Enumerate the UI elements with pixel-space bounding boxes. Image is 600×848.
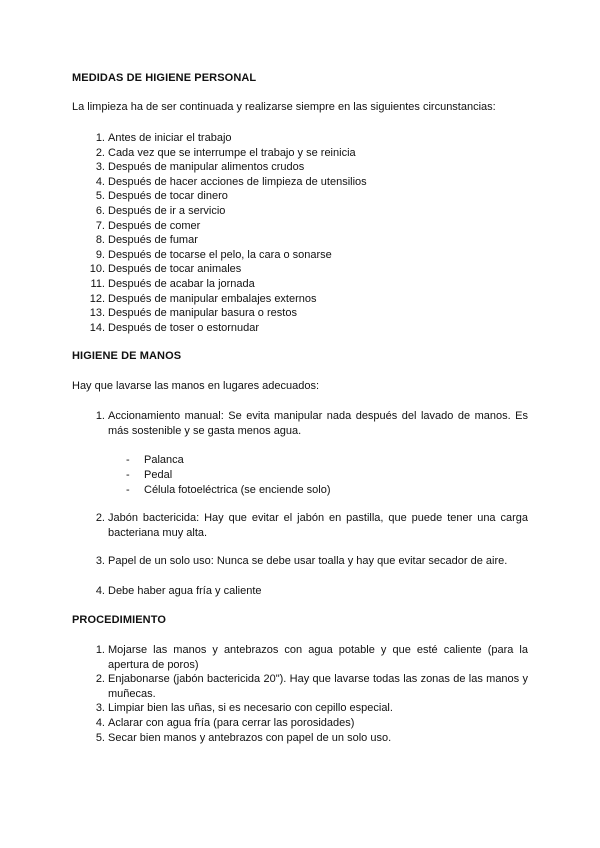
section-title-procedimiento: PROCEDIMIENTO — [72, 614, 166, 626]
list-item: 6. Después de ir a servicio — [95, 204, 226, 217]
list-item: 14. Después de toser o estornudar — [89, 321, 260, 334]
list-item: 7. Después de comer — [95, 219, 201, 232]
list-item: 13. Después de manipular basura o restos — [89, 307, 297, 320]
section-title-higiene-manos: HIGIENE DE MANOS — [72, 350, 182, 362]
section-title-medidas: MEDIDAS DE HIGIENE PERSONAL — [72, 72, 257, 84]
list-item: 3. Papel de un solo uso: Nunca se debe usar toalla y hay que evitar secador de aire. — [95, 555, 508, 567]
hand-hygiene-list — [95, 409, 528, 599]
list-item: 3. Después de manipular alimentos crudos — [95, 161, 305, 174]
list-item: 9. Después de tocarse el pelo, la cara o sonarse — [95, 248, 332, 261]
list-item: 5. Secar bien manos y antebrazos con papel de un solo uso. — [95, 731, 392, 744]
sub-list-item: - Pedal — [126, 469, 173, 481]
list-item: 4. Aclarar con agua fría (para cerrar las porosidades) — [95, 716, 355, 729]
section-intro-higiene-manos: Hay que lavarse las manos en lugares adecuados: — [72, 380, 320, 392]
list-item: 8. Después de fumar — [95, 234, 198, 247]
list-item: 1. Mojarse las manos y antebrazos con agua potable y que esté caliente (para la apertura de poros) — [95, 644, 528, 671]
list-item: 1. Antes de iniciar el trabajo — [95, 132, 232, 144]
list-item: 12. Después de manipular embalajes externos — [89, 292, 317, 305]
section-intro-medidas: La limpieza ha de ser continuada y realizarse siempre en las siguientes circunstancias: — [72, 101, 496, 113]
list-item: 3. Limpiar bien las uñas, si es necesario con cepillo especial. — [95, 702, 393, 715]
circumstances-list — [89, 131, 548, 335]
list-item: 11. Después de acabar la jornada — [90, 277, 255, 290]
list-item: 10. Después de tocar animales — [89, 263, 242, 276]
list-item: 4. Debe haber agua fría y caliente — [95, 585, 262, 597]
sub-list-item: - Palanca — [126, 454, 184, 466]
tap-types-list — [126, 453, 331, 498]
list-item: 1. Accionamiento manual: Se evita manipular nada después del lavado de manos. Es más sostenible y se gasta menos agua. — [95, 410, 528, 437]
list-item: 2. Enjabonarse (jabón bactericida 20"). Hay que lavarse todas las zonas de las manos y muñecas. — [95, 673, 528, 700]
sub-list-item: - Célula fotoeléctrica (se enciende solo) — [126, 484, 331, 496]
list-item: 5. Después de tocar dinero — [95, 190, 228, 203]
list-item: 4. Después de hacer acciones de limpieza de utensilios — [95, 175, 367, 188]
list-item: 2. Jabón bactericida: Hay que evitar el jabón en pastilla, que puede tener una carga bacteriana muy alta. — [95, 512, 528, 539]
procedure-list — [95, 643, 528, 745]
list-item: 2. Cada vez que se interrumpe el trabajo y se reinicia — [95, 146, 356, 159]
